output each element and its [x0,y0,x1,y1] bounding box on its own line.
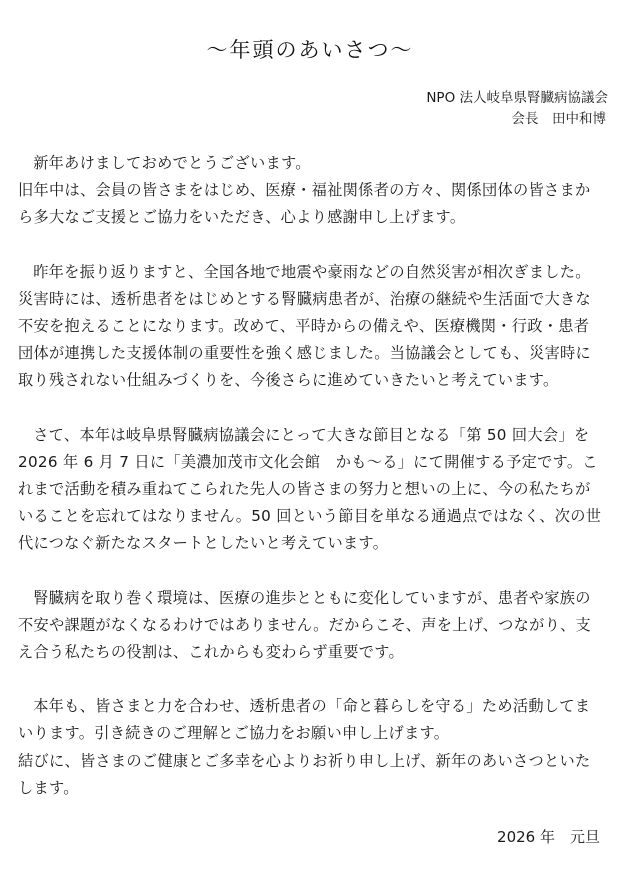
paragraph: 新年あけましておめでとうございます。 [33,154,311,172]
page-title: ～年頭のあいさつ～ [206,38,414,62]
paragraph: さて、本年は岐阜県腎臓病協議会にとって大きな節目となる「第 50 回大会」を 2026 年 6 月 7 日に「美濃加茂市文化会館 かも～る」にて開催する予定です。これまで活動を積み重ねてこられた先人の皆さまの努力と想いの上に、今の私たちがいることを忘れてはなりません。50 回という節目を単なる通過点ではなく、次の世代につなぐ新たなスタートとしたいと考えています。 [18,425,602,553]
paragraph: 旧年中は、会員の皆さまをはじめ、医療・福祉関係者の方々、関係団体の皆さまから多大なご支援とご協力をいただき、心より感謝申し上げます。 [18,181,591,227]
paragraph: 結びに、皆さまのご健康とご多幸を心よりお祈り申し上げ、新年のあいさつといたします。 [18,751,591,797]
chair-name: 会長 田中和博 [511,111,606,127]
paragraph: 腎臓病を取り巻く環境は、医療の進歩とともに変化していますが、患者や家族の不安や課題がなくなるわけではありません。だからこそ、声を上げ、つながり、支え合う私たちの役割は、これからも変わらず重要です。 [18,588,592,662]
author-block [426,88,608,130]
organization-name: NPO 法人岐阜県腎臓病協議会 [426,90,608,106]
paragraph: 本年も、皆さまと力を合わせ、透析患者の「命と暮らしを守る」ため活動してまいります。引き続きのご理解とご協力をお願い申し上げます。 [18,697,591,743]
paragraph: 昨年を振り返りますと、全国各地で地震や豪雨などの自然災害が相次ぎました。災害時には、透析患者をはじめとする腎臓病患者が、治療の継続や生活面で大きな不安を抱えることになります。改めて、平時からの備えや、医療機関・行政・患者団体が連携した支援体制の重要性を強く感じました。当協議会としても、災害時に取り残されない仕組みづくりを、今後さらに進めていきたいと考えています。 [18,262,592,390]
letter-body [18,150,604,802]
date-line: 2026 年 元旦 [497,828,600,846]
